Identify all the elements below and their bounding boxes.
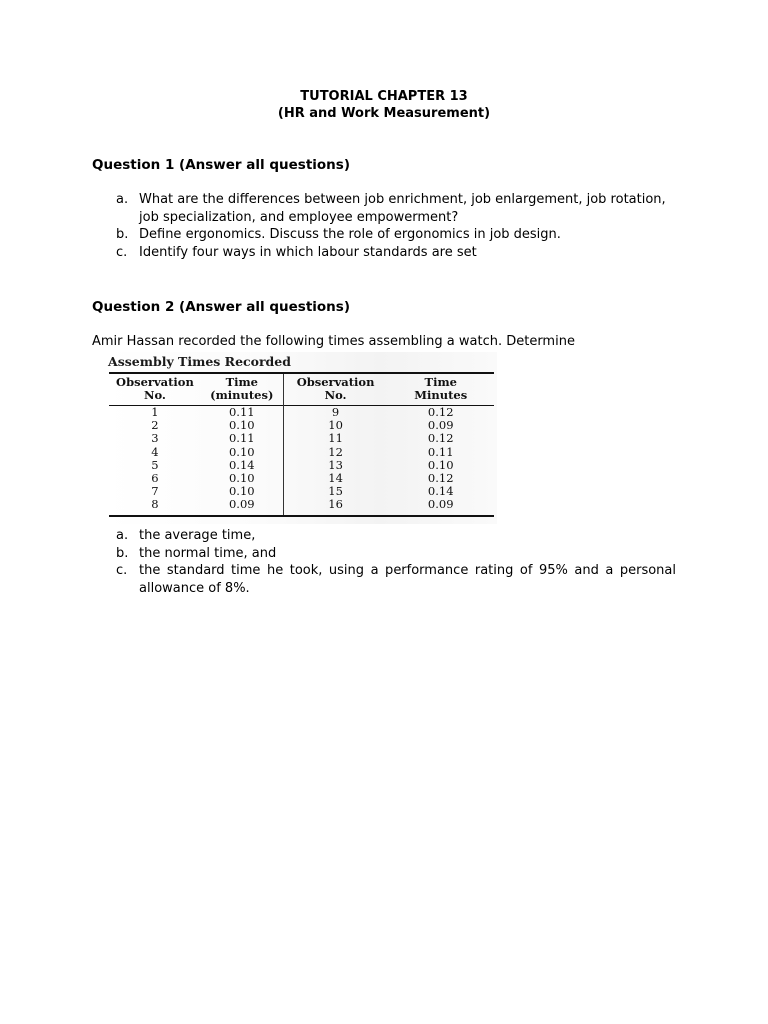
table-cell: 0.11: [201, 406, 283, 420]
table-title: Assembly Times Recorded: [108, 354, 291, 369]
list-marker: a.: [116, 192, 129, 207]
table-cell: 0.11: [201, 432, 283, 445]
list-item: [92, 545, 676, 563]
column-header-observation: Observation No.: [296, 375, 375, 402]
table-cell: 0.12: [427, 431, 454, 446]
table-cell: 14: [328, 471, 343, 486]
table-cell: 15: [328, 484, 343, 499]
list-item: [92, 191, 676, 226]
list-item-text: the standard time he took, using a performance rating of 95% and a personal allowance of 8%.: [139, 563, 676, 596]
table-row: [109, 406, 494, 420]
column-header-time: Time (minutes): [201, 373, 283, 406]
list-item-text: What are the differences between job enrichment, job enlargement, job rotation, job specialization, and employee empowerment?: [139, 192, 666, 225]
table-cell: 5: [151, 457, 159, 472]
table-cell: 0.11: [427, 444, 454, 459]
table-body: [109, 406, 494, 516]
list-marker: c.: [116, 563, 128, 578]
list-marker: b.: [116, 227, 129, 242]
table-cell: 11: [328, 431, 343, 446]
list-item: [92, 527, 676, 545]
question-1-heading: Question 1 (Answer all questions): [92, 157, 350, 173]
table-cell: 0.09: [201, 498, 283, 515]
table-row: [109, 446, 494, 459]
question-1-list: [92, 191, 676, 261]
list-item-text: the normal time, and: [139, 545, 277, 561]
list-item-text: the average time,: [139, 528, 256, 543]
table-cell: 6: [151, 471, 159, 486]
table-cell: 2: [151, 418, 159, 433]
table-cell: 0.09: [427, 497, 454, 512]
table-cell: 0.14: [201, 459, 283, 472]
table-cell: 10: [328, 418, 343, 433]
table-row: [109, 432, 494, 445]
table-cell: 4: [151, 444, 159, 459]
table-cell: 8: [151, 497, 159, 512]
list-item-text: Define ergonomics. Discuss the role of ergonomics in job design.: [139, 227, 561, 242]
document-subtitle: (HR and Work Measurement): [277, 106, 491, 121]
list-item: [92, 562, 676, 597]
document-title: TUTORIAL CHAPTER 13: [300, 89, 468, 104]
table-cell: 16: [328, 497, 343, 512]
table-cell: 0.12: [427, 471, 454, 486]
assembly-times-table: [109, 372, 494, 517]
list-marker: c.: [116, 244, 128, 260]
assembly-times-table-image: [105, 352, 497, 524]
table-cell: 0.10: [201, 446, 283, 459]
table-cell: 0.14: [427, 484, 454, 499]
list-item: [92, 244, 676, 262]
table-cell: 0.12: [427, 405, 454, 419]
question-2-intro: Amir Hassan recorded the following times assembling a watch. Determine: [92, 334, 575, 349]
column-header-observation: Observation No.: [116, 375, 194, 402]
question-2-list: [92, 527, 676, 597]
table-cell: 0.10: [201, 485, 283, 498]
table-cell: 0.10: [201, 472, 283, 485]
table-cell: 0.10: [427, 457, 454, 472]
table-cell: 9: [331, 405, 340, 419]
question-2-heading: Question 2 (Answer all questions): [92, 299, 350, 315]
table-cell: 7: [151, 484, 159, 499]
table-header-row: [109, 373, 494, 406]
table-cell: 12: [328, 444, 343, 459]
list-marker: a.: [116, 528, 129, 543]
list-item-text: Identify four ways in which labour standards are set: [139, 244, 477, 260]
table-row: [109, 498, 494, 515]
table-cell: 0.09: [427, 418, 454, 433]
table-cell: 3: [151, 431, 159, 446]
table-cell: 1: [151, 405, 159, 419]
table-cell: 13: [328, 457, 343, 472]
column-header-time: Time Minutes: [414, 375, 468, 402]
list-marker: b.: [116, 545, 129, 561]
list-item: [92, 226, 676, 244]
table-cell: 0.10: [201, 419, 283, 432]
